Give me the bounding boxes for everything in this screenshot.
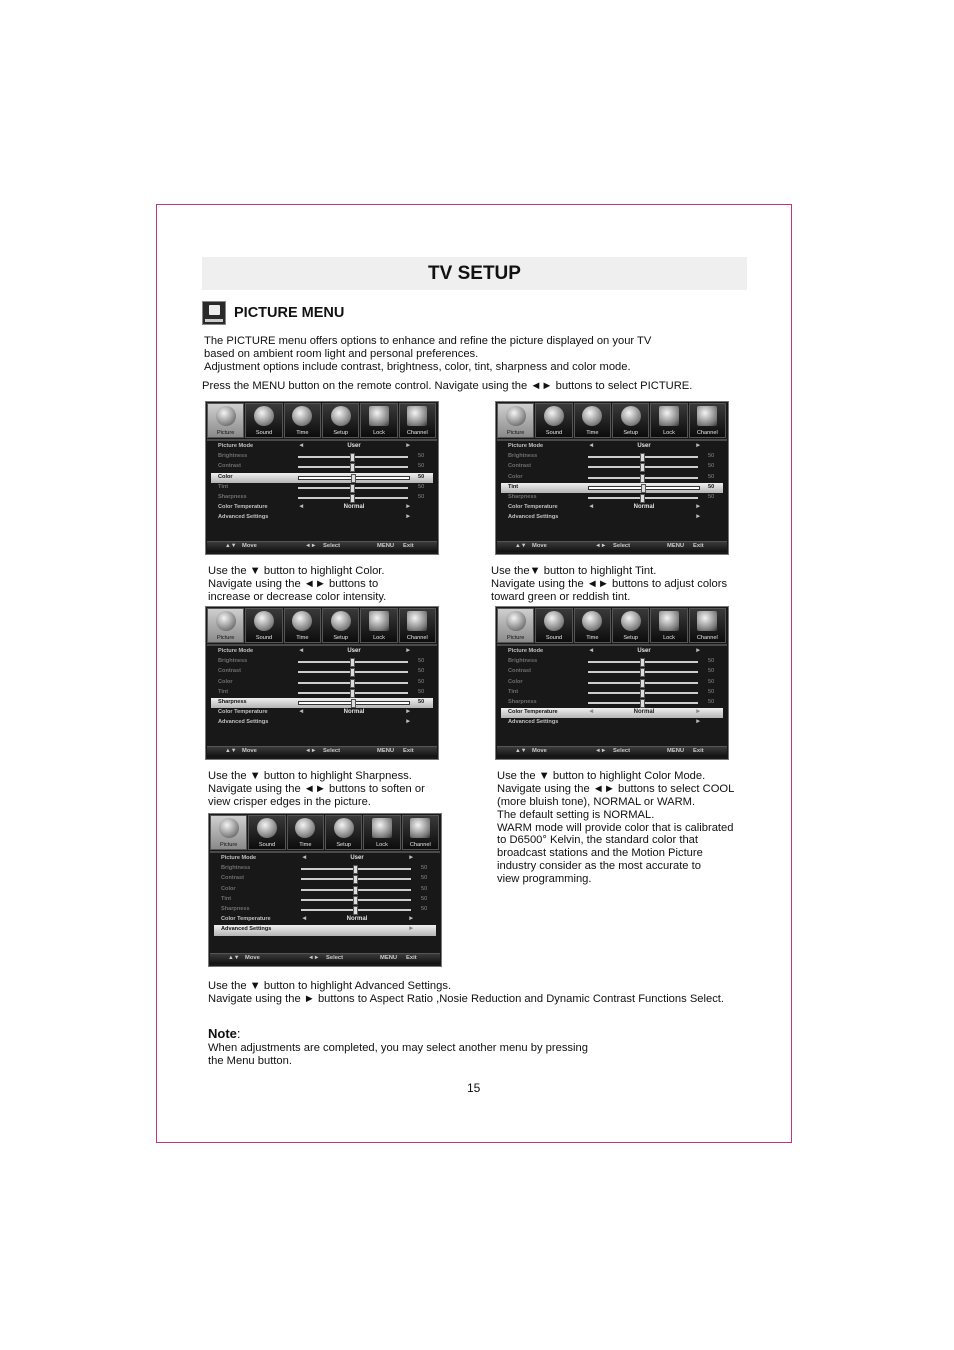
right-arrow-icon[interactable]: ► <box>695 513 702 521</box>
channel-icon <box>697 611 717 631</box>
slider-knob[interactable] <box>350 668 355 677</box>
menu-item-contrast[interactable]: Contrast 50 <box>501 462 723 472</box>
menu-item-picture-mode[interactable]: Picture Mode ◄ User ► <box>218 442 412 449</box>
caption-sharpness: Use the ▼ button to highlight Sharpness. Navigate using the ◄► buttons to soften or view crisper edges in the picture. <box>208 770 425 808</box>
menu-item-tint[interactable]: Tint 50 <box>501 688 723 698</box>
slider-track[interactable] <box>298 661 408 663</box>
page-title: TV SETUP <box>428 263 521 284</box>
tab-picture[interactable]: Picture <box>497 608 534 643</box>
time-icon <box>295 818 315 838</box>
menu-item-advanced-settings[interactable]: Advanced Settings ► <box>508 513 702 521</box>
setup-icon <box>621 406 641 426</box>
slider-knob[interactable] <box>641 484 646 493</box>
menu-item-contrast[interactable]: Contrast 50 <box>501 667 723 677</box>
menu-footer: ▲▼ Move ◄► Select MENU Exit <box>207 541 437 552</box>
menu-item-tint[interactable]: Tint 50 <box>501 483 723 493</box>
sound-icon <box>254 406 274 426</box>
picture-icon <box>219 818 239 838</box>
menu-item-tint[interactable]: Tint 50 <box>211 483 433 493</box>
menu-item-color-temperature[interactable]: Color Temperature ◄ Normal ► <box>218 503 412 511</box>
setup-icon <box>331 611 351 631</box>
sound-icon <box>544 406 564 426</box>
sound-icon <box>544 611 564 631</box>
page-number: 15 <box>467 1081 481 1095</box>
note-heading: Note: <box>208 1026 241 1041</box>
menu-item-brightness[interactable]: Brightness 50 <box>214 864 436 874</box>
tab-time[interactable]: Time <box>284 608 321 643</box>
right-arrow-icon[interactable]: ► <box>695 708 702 716</box>
left-arrow-icon[interactable]: ◄ <box>298 647 305 654</box>
menu-footer: ▲▼ Move ◄► Select MENU Exit <box>210 953 440 964</box>
slider-knob[interactable] <box>640 658 645 667</box>
tab-setup[interactable]: Setup <box>325 815 362 850</box>
menu-footer: ▲▼ Move ◄► Select MENU Exit <box>207 746 437 757</box>
slider-track[interactable] <box>298 682 408 684</box>
menu-item-contrast[interactable]: Contrast 50 <box>211 462 433 472</box>
slider-track[interactable] <box>588 477 698 479</box>
picture-icon <box>216 611 236 631</box>
tab-channel[interactable]: Channel <box>689 608 726 643</box>
section-title: PICTURE MENU <box>234 305 345 321</box>
menu-item-brightness[interactable]: Brightness 50 <box>501 452 723 462</box>
slider-track[interactable] <box>588 702 698 704</box>
time-icon <box>292 611 312 631</box>
tab-channel[interactable]: Channel <box>402 815 439 850</box>
tab-setup[interactable]: Setup <box>612 608 649 643</box>
menu-item-tint[interactable]: Tint 50 <box>211 688 433 698</box>
sound-icon <box>257 818 277 838</box>
tab-setup[interactable]: Setup <box>322 608 359 643</box>
tab-time[interactable]: Time <box>287 815 324 850</box>
tab-lock[interactable]: Lock <box>360 608 397 643</box>
tab-sound[interactable]: Sound <box>245 608 282 643</box>
slider-knob[interactable] <box>640 453 645 462</box>
slider-knob[interactable] <box>640 668 645 677</box>
slider-knob[interactable] <box>351 699 356 708</box>
divider <box>497 644 727 646</box>
select-key-icon: ◄► <box>595 543 607 549</box>
menu-item-contrast[interactable]: Contrast 50 <box>214 874 436 884</box>
menu-item-sharpness[interactable]: Sharpness 50 <box>501 493 723 503</box>
right-arrow-icon[interactable]: ► <box>408 915 415 923</box>
menu-item-brightness[interactable]: Brightness 50 <box>211 452 433 462</box>
menu-key-icon: MENU <box>380 955 398 961</box>
menu-item-brightness[interactable]: Brightness 50 <box>211 657 433 667</box>
menu-item-color[interactable]: Color 50 <box>214 885 436 895</box>
slider-track[interactable] <box>588 456 698 458</box>
tab-picture[interactable]: Picture <box>207 403 244 438</box>
right-arrow-icon[interactable]: ► <box>408 925 415 933</box>
tab-time[interactable]: Time <box>574 608 611 643</box>
select-key-icon: ◄► <box>305 748 317 754</box>
slider-track[interactable] <box>298 692 408 694</box>
right-arrow-icon[interactable]: ► <box>695 503 702 511</box>
menu-key-icon: MENU <box>667 748 685 754</box>
picture-menu-icon <box>202 301 226 325</box>
tab-channel[interactable]: Channel <box>399 403 436 438</box>
menu-item-advanced-settings[interactable]: Advanced Settings ► <box>508 718 702 726</box>
slider-track[interactable] <box>588 497 698 499</box>
right-arrow-icon[interactable]: ► <box>405 647 412 654</box>
lock-icon <box>372 818 392 838</box>
tab-sound[interactable]: Sound <box>248 815 285 850</box>
title-bar <box>202 257 747 290</box>
sound-icon <box>254 611 274 631</box>
menu-screen-sharpness <box>205 606 439 760</box>
move-key-icon: ▲▼ <box>225 543 237 549</box>
slider-track[interactable] <box>298 671 408 673</box>
menu-screen-color <box>205 401 439 555</box>
note-text: When adjustments are completed, you may select another menu by pressing the Menu button. <box>208 1042 588 1067</box>
tab-lock[interactable]: Lock <box>363 815 400 850</box>
menu-item-sharpness[interactable]: Sharpness 50 <box>211 698 433 708</box>
tab-time[interactable]: Time <box>284 403 321 438</box>
setup-icon <box>334 818 354 838</box>
slider-track[interactable] <box>588 486 700 490</box>
left-arrow-icon[interactable]: ◄ <box>298 708 305 716</box>
menu-item-picture-mode[interactable]: Picture Mode ◄ User ► <box>508 442 702 449</box>
left-arrow-icon[interactable]: ◄ <box>588 647 595 654</box>
left-arrow-icon[interactable]: ◄ <box>301 915 308 923</box>
right-arrow-icon[interactable]: ► <box>405 708 412 716</box>
slider-knob[interactable] <box>350 453 355 462</box>
select-key-icon: ◄► <box>305 543 317 549</box>
select-key-icon: ◄► <box>595 748 607 754</box>
setup-icon <box>621 611 641 631</box>
tab-lock[interactable]: Lock <box>650 608 687 643</box>
slider-knob[interactable] <box>640 689 645 698</box>
right-arrow-icon[interactable]: ► <box>405 718 412 726</box>
tab-channel[interactable]: Channel <box>689 403 726 438</box>
menu-tabs <box>207 403 437 438</box>
slider-track[interactable] <box>588 692 698 694</box>
slider-knob[interactable] <box>640 463 645 472</box>
channel-icon <box>697 406 717 426</box>
slider-track[interactable] <box>588 671 698 673</box>
right-arrow-icon[interactable]: ► <box>405 442 412 449</box>
setup-icon <box>331 406 351 426</box>
menu-item-picture-mode[interactable]: Picture Mode ◄ User ► <box>221 854 415 861</box>
slider-knob[interactable] <box>353 865 358 874</box>
left-arrow-icon[interactable]: ◄ <box>298 503 305 511</box>
menu-item-tint[interactable]: Tint 50 <box>214 895 436 905</box>
slider-track[interactable] <box>301 868 411 870</box>
tab-sound[interactable]: Sound <box>245 403 282 438</box>
caption-advanced-settings: Use the ▼ button to highlight Advanced Settings. Navigate using the ► buttons to Aspect Ratio ,Nosie Reduction and Dynamic Contrast Functions Select. <box>208 980 725 1005</box>
slider-knob[interactable] <box>640 699 645 708</box>
move-key-icon: ▲▼ <box>515 543 527 549</box>
slider-track[interactable] <box>301 899 411 901</box>
picture-icon <box>506 406 526 426</box>
slider-track[interactable] <box>301 878 411 880</box>
divider <box>207 439 437 441</box>
divider <box>497 439 727 441</box>
caption-color: Use the ▼ button to highlight Color. Navigate using the ◄► buttons to increase or decrease color intensity. <box>208 565 387 603</box>
left-arrow-icon[interactable]: ◄ <box>588 503 595 511</box>
left-arrow-icon[interactable]: ◄ <box>588 442 595 449</box>
tab-picture[interactable]: Picture <box>210 815 247 850</box>
menu-footer: ▲▼ Move ◄► Select MENU Exit <box>497 541 727 552</box>
menu-item-color-temperature[interactable]: Color Temperature ◄ Normal ► <box>221 915 415 923</box>
tab-time[interactable]: Time <box>574 403 611 438</box>
slider-track[interactable] <box>301 909 411 911</box>
slider-knob[interactable] <box>640 494 645 503</box>
channel-icon <box>407 611 427 631</box>
select-key-icon: ◄► <box>308 955 320 961</box>
menu-footer: ▲▼ Move ◄► Select MENU Exit <box>497 746 727 757</box>
menu-key-icon: MENU <box>377 543 395 549</box>
move-key-icon: ▲▼ <box>225 748 237 754</box>
picture-icon <box>506 611 526 631</box>
menu-item-color-temperature[interactable]: Color Temperature ◄ Normal ► <box>218 708 412 716</box>
slider-track[interactable] <box>298 466 408 468</box>
slider-track[interactable] <box>298 476 410 480</box>
menu-item-contrast[interactable]: Contrast 50 <box>211 667 433 677</box>
menu-item-color-temperature[interactable]: Color Temperature ◄ Normal ► <box>501 708 723 718</box>
slider-track[interactable] <box>298 701 410 705</box>
right-arrow-icon[interactable]: ► <box>408 854 415 861</box>
menu-item-sharpness[interactable]: Sharpness 50 <box>501 698 723 708</box>
divider <box>210 851 440 853</box>
slider-knob[interactable] <box>353 886 358 895</box>
menu-item-color[interactable]: Color 50 <box>501 473 723 483</box>
slider-track[interactable] <box>588 682 698 684</box>
channel-icon <box>410 818 430 838</box>
slider-knob[interactable] <box>353 875 358 884</box>
right-arrow-icon[interactable]: ► <box>695 718 702 726</box>
lock-icon <box>659 406 679 426</box>
left-arrow-icon[interactable]: ◄ <box>298 442 305 449</box>
menu-item-sharpness[interactable]: Sharpness 50 <box>211 493 433 503</box>
slider-track[interactable] <box>588 661 698 663</box>
right-arrow-icon[interactable]: ► <box>405 503 412 511</box>
menu-tabs <box>497 608 727 643</box>
slider-knob[interactable] <box>350 658 355 667</box>
caption-tint: Use the▼ button to highlight Tint. Navigate using the ◄► buttons to adjust colors toward green or reddish tint. <box>491 565 728 603</box>
slider-track[interactable] <box>298 456 408 458</box>
slider-knob[interactable] <box>353 896 358 905</box>
left-arrow-icon[interactable]: ◄ <box>588 708 595 716</box>
time-icon <box>582 406 602 426</box>
slider-knob[interactable] <box>350 689 355 698</box>
menu-screen-tint <box>495 401 729 555</box>
move-key-icon: ▲▼ <box>228 955 240 961</box>
tab-setup[interactable]: Setup <box>322 403 359 438</box>
tab-sound[interactable]: Sound <box>535 403 572 438</box>
move-key-icon: ▲▼ <box>515 748 527 754</box>
time-icon <box>292 406 312 426</box>
menu-item-advanced-settings[interactable]: Advanced Settings ► <box>214 925 436 935</box>
menu-item-color[interactable]: Color 50 <box>211 678 433 688</box>
slider-track[interactable] <box>588 466 698 468</box>
menu-key-icon: MENU <box>377 748 395 754</box>
divider <box>207 644 437 646</box>
menu-item-advanced-settings[interactable]: Advanced Settings ► <box>218 718 412 726</box>
slider-knob[interactable] <box>350 463 355 472</box>
channel-icon <box>407 406 427 426</box>
slider-knob[interactable] <box>350 679 355 688</box>
tab-sound[interactable]: Sound <box>535 608 572 643</box>
menu-item-brightness[interactable]: Brightness 50 <box>501 657 723 667</box>
lock-icon <box>369 406 389 426</box>
right-arrow-icon[interactable]: ► <box>695 647 702 654</box>
tab-picture[interactable]: Picture <box>497 403 534 438</box>
intro-text: The PICTURE menu offers options to enhance and refine the picture displayed on your TV based on ambient room light and personal preferences. Adjustment options include contrast, brightness, color, tint, sharpness and color mode. <box>204 335 652 373</box>
right-arrow-icon[interactable]: ► <box>695 442 702 449</box>
slider-knob[interactable] <box>350 484 355 493</box>
tab-channel[interactable]: Channel <box>399 608 436 643</box>
menu-tabs <box>497 403 727 438</box>
time-icon <box>582 611 602 631</box>
menu-item-sharpness[interactable]: Sharpness 50 <box>214 905 436 915</box>
menu-item-color[interactable]: Color 50 <box>211 473 433 483</box>
press-instruction: Press the MENU button on the remote control. Navigate using the ◄► buttons to select PICTURE. <box>202 380 693 392</box>
slider-knob[interactable] <box>351 474 356 483</box>
slider-track[interactable] <box>298 497 408 499</box>
slider-track[interactable] <box>298 487 408 489</box>
menu-item-color[interactable]: Color 50 <box>501 678 723 688</box>
tab-picture[interactable]: Picture <box>207 608 244 643</box>
menu-key-icon: MENU <box>667 543 685 549</box>
menu-screen-advanced-settings <box>208 813 442 967</box>
left-arrow-icon[interactable]: ◄ <box>301 854 308 861</box>
menu-item-picture-mode[interactable]: Picture Mode ◄ User ► <box>218 647 412 654</box>
menu-item-picture-mode[interactable]: Picture Mode ◄ User ► <box>508 647 702 654</box>
caption-color-temperature: Use the ▼ button to highlight Color Mode. Navigate using the ◄► buttons to select COOL (more bluish tone), NORMAL or WARM. The default setting is NORMAL. WARM mode will provide color that is calibrated to D6500° Kelvin, the standard color that broadcast stations and the Motion Picture industry consider as the most accurate to view programming. <box>497 770 735 886</box>
menu-tabs <box>210 815 440 850</box>
lock-icon <box>659 611 679 631</box>
slider-knob[interactable] <box>350 494 355 503</box>
tab-setup[interactable]: Setup <box>612 403 649 438</box>
lock-icon <box>369 611 389 631</box>
picture-icon <box>216 406 236 426</box>
right-arrow-icon[interactable]: ► <box>405 513 412 521</box>
menu-screen-color-temperature <box>495 606 729 760</box>
menu-item-advanced-settings[interactable]: Advanced Settings ► <box>218 513 412 521</box>
slider-track[interactable] <box>301 889 411 891</box>
tab-lock[interactable]: Lock <box>650 403 687 438</box>
menu-tabs <box>207 608 437 643</box>
tab-lock[interactable]: Lock <box>360 403 397 438</box>
slider-knob[interactable] <box>640 679 645 688</box>
slider-knob[interactable] <box>353 906 358 915</box>
menu-item-color-temperature[interactable]: Color Temperature ◄ Normal ► <box>508 503 702 511</box>
slider-knob[interactable] <box>640 474 645 483</box>
